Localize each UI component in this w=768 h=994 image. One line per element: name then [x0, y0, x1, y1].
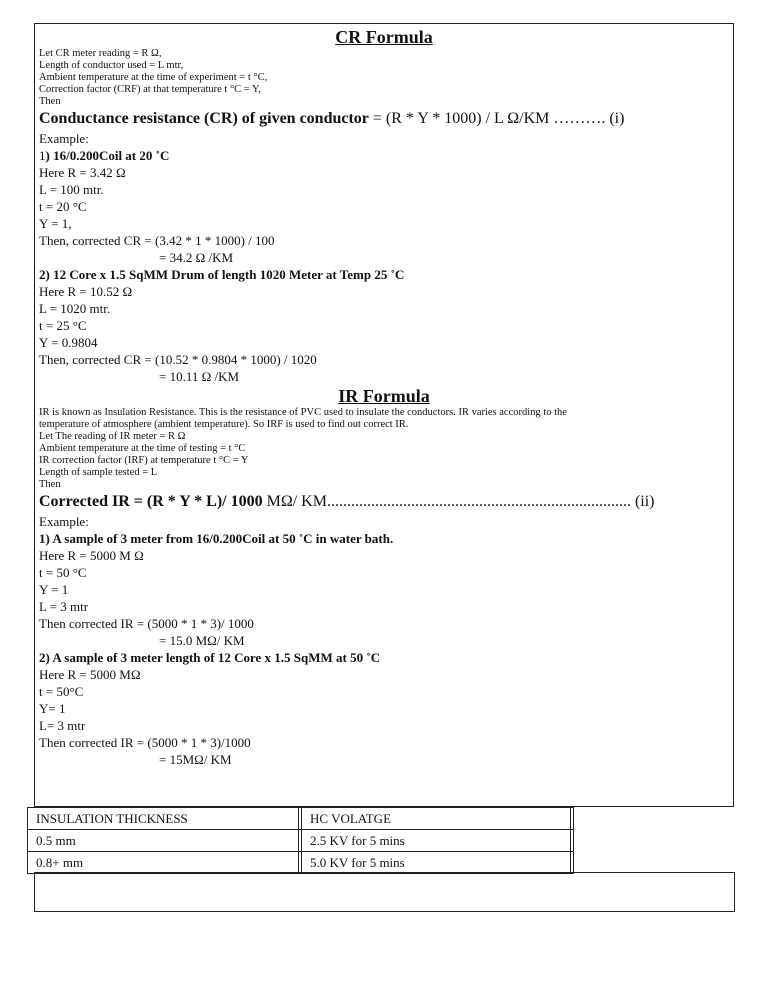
cr-ex2-line: t = 25 °C: [39, 318, 87, 333]
cr-formula: [39, 108, 729, 130]
cr-ex1-line: Y = 1,: [39, 216, 72, 231]
ir-formula-bold: Corrected IR = (R * Y * L)/ 1000: [39, 493, 263, 510]
cr-title: CR Formula: [335, 27, 433, 47]
table-cell: 0.5 mm: [28, 830, 299, 852]
table-row: [28, 852, 574, 874]
table-header-cell: INSULATION THICKNESS: [28, 808, 299, 830]
ir-formula-rest: MΩ/ KM............................................................................ (ii): [262, 493, 655, 510]
ir-intro-line: Let The reading of IR meter = R Ω: [39, 431, 186, 442]
cr-intro-line: Let CR meter reading = R Ω,: [39, 48, 162, 59]
ir-example-label: Example:: [39, 514, 89, 529]
cr-ex2-line: Y = 0.9804: [39, 335, 98, 350]
table-cell: 0.8+ mm: [28, 852, 299, 874]
table-header-cell: HC VOLATGE: [302, 808, 571, 830]
cr-formula-bold: Conductance resistance (CR) of given conductor: [39, 110, 369, 127]
cr-ex2-heading: 2) 12 Core x 1.5 SqMM Drum of length 1020 Meter at Temp 25 ˚C: [39, 267, 405, 282]
ir-ex2-line: L= 3 mtr: [39, 718, 86, 733]
ir-ex1-result: = 15.0 MΩ/ KM: [159, 633, 245, 648]
ir-title: IR Formula: [338, 386, 430, 406]
table-divider: [571, 830, 574, 852]
cr-ex1-line: Here R = 3.42 Ω: [39, 165, 126, 180]
ir-ex2-result: = 15MΩ/ KM: [159, 752, 232, 767]
formula-content: [39, 26, 729, 768]
ir-ex1-heading: 1) A sample of 3 meter from 16/0.200Coil at 50 ˚C in water bath.: [39, 531, 394, 546]
ir-ex2-line: Y= 1: [39, 701, 66, 716]
empty-footer-box: [34, 872, 735, 912]
table-divider: [571, 852, 574, 874]
cr-intro-line: Then: [39, 96, 61, 107]
hc-voltage-table: [27, 807, 574, 874]
ir-ex1-line: t = 50 °C: [39, 565, 87, 580]
table-header-row: [28, 808, 574, 830]
table-cell: 5.0 KV for 5 mins: [302, 852, 571, 874]
ir-formula: [39, 491, 729, 513]
formula-box: [34, 23, 734, 807]
table-divider: [571, 808, 574, 830]
ir-ex1-line: Then corrected IR = (5000 * 1 * 3)/ 1000: [39, 616, 254, 631]
cr-intro-line: Correction factor (CRF) at that temperature t °C = Y,: [39, 84, 261, 95]
ir-ex1-line: Y = 1: [39, 582, 69, 597]
ir-intro-line: temperature of atmosphere (ambient temperature). So IRF is used to find out correct IR.: [39, 419, 409, 430]
cr-ex1-result: = 34.2 Ω /KM: [159, 250, 234, 265]
ir-intro-line: Then: [39, 479, 61, 490]
ir-ex2-heading: 2) A sample of 3 meter length of 12 Core x 1.5 SqMM at 50 ˚C: [39, 650, 381, 665]
cr-ex1-line: Then, corrected CR = (3.42 * 1 * 1000) / 100: [39, 233, 275, 248]
ir-ex2-line: Then corrected IR = (5000 * 1 * 3)/1000: [39, 735, 251, 750]
ir-intro-line: Ambient temperature at the time of testing = t °C: [39, 443, 246, 454]
cr-ex1-heading: [39, 147, 729, 164]
ir-ex1-line: Here R = 5000 M Ω: [39, 548, 144, 563]
cr-example-label: Example:: [39, 131, 89, 146]
cr-ex1-heading-text: ) 16/0.200Coil at 20 ˚C: [45, 148, 170, 163]
ir-ex2-line: Here R = 5000 MΩ: [39, 667, 141, 682]
ir-intro-line: Length of sample tested = L: [39, 467, 158, 478]
cr-ex2-line: Then, corrected CR = (10.52 * 0.9804 * 1000) / 1020: [39, 352, 317, 367]
cr-ex1-line: t = 20 °C: [39, 199, 87, 214]
cr-intro-line: Ambient temperature at the time of experiment = t °C,: [39, 72, 268, 83]
cr-formula-rest: = (R * Y * 1000) / L Ω/KM ………. (i): [368, 110, 625, 127]
ir-intro-line: IR is known as Insulation Resistance. This is the resistance of PVC used to insulate the conductors. IR varies according to the: [39, 407, 567, 418]
cr-ex1-line: L = 100 mtr.: [39, 182, 104, 197]
table-row: [28, 830, 574, 852]
cr-ex1-num: 1: [39, 148, 46, 163]
ir-ex2-line: t = 50°C: [39, 684, 84, 699]
cr-ex2-result: = 10.11 Ω /KM: [159, 369, 240, 384]
ir-ex1-line: L = 3 mtr: [39, 599, 89, 614]
cr-ex2-line: L = 1020 mtr.: [39, 301, 111, 316]
cr-ex2-line: Here R = 10.52 Ω: [39, 284, 133, 299]
ir-intro-line: IR correction factor (IRF) at temperature t °C = Y: [39, 455, 249, 466]
cr-intro-line: Length of conductor used = L mtr,: [39, 60, 184, 71]
table-cell: 2.5 KV for 5 mins: [302, 830, 571, 852]
